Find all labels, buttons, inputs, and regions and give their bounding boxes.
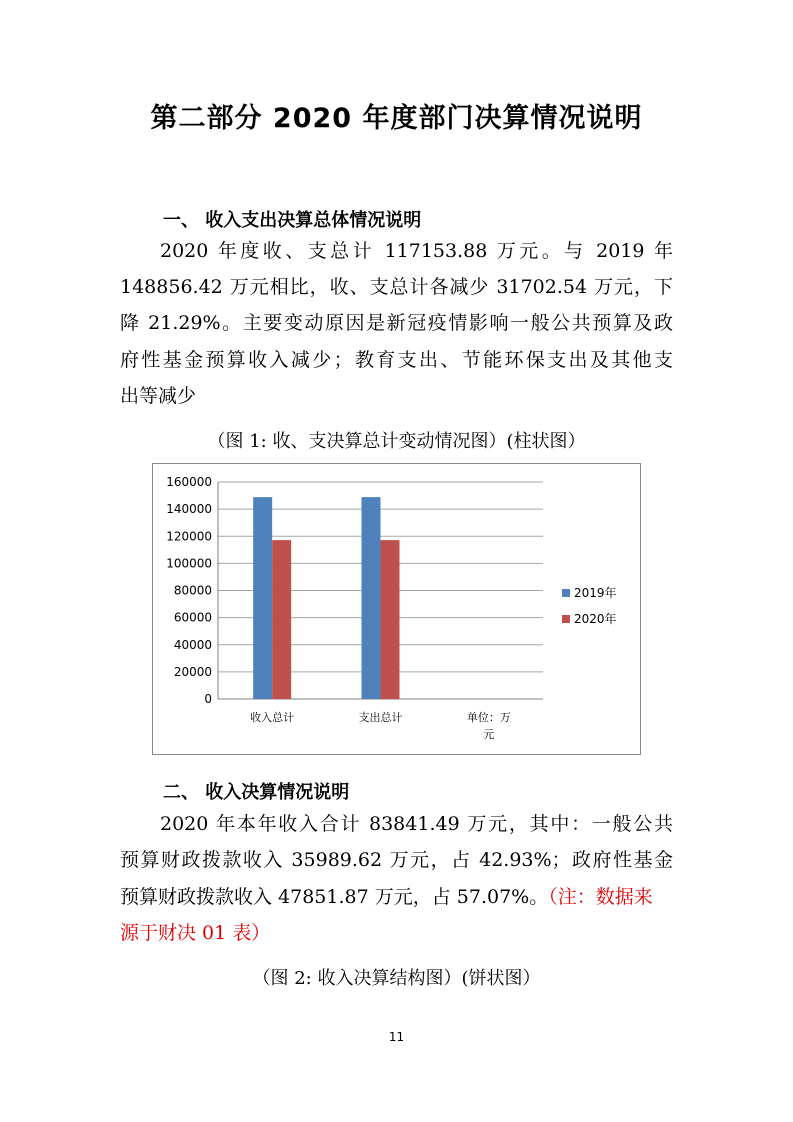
paragraph-line: 2020 年度收、支总计 117153.88 万元。与 2019 年 (160, 240, 673, 262)
x-tick-label: 支出总计 (358, 711, 403, 724)
y-tick-label: 60000 (173, 610, 212, 625)
paragraph-line: 出等减少 (120, 385, 197, 407)
paragraph-line: 府性基金预算收入减少；教育支出、节能环保支出及其他支 (120, 349, 673, 371)
note-text: （注：数据来 (548, 886, 653, 908)
legend-label: 2020年 (574, 612, 617, 626)
y-tick-label: 140000 (166, 502, 212, 517)
section-heading-1: 一、 收入支出决算总体情况说明 (163, 210, 422, 231)
y-tick-label: 120000 (166, 529, 212, 544)
y-tick-label: 80000 (173, 583, 212, 598)
figure-2-caption: （图 2: 收入决算结构图）(饼状图） (252, 968, 541, 989)
legend-label: 2019年 (574, 586, 617, 600)
y-tick-label: 0 (204, 692, 212, 706)
legend-swatch-2019年 (562, 589, 570, 597)
x-tick-label: 单位：万元 (466, 711, 511, 741)
paragraph-line: 2020 年本年收入合计 83841.49 万元，其中：一般公共 (160, 813, 673, 835)
page-title: 第二部分 2020 年度部门决算情况说明 (150, 103, 643, 134)
note-text: 源于财决 01 表） (120, 922, 271, 944)
legend-swatch-2020年 (562, 615, 570, 623)
figure-1-caption: （图 1: 收、支决算总计变动情况图）(柱状图） (207, 431, 586, 452)
y-tick-label: 40000 (173, 637, 212, 652)
bar-2020年-支出总计 (381, 540, 400, 699)
bar-chart (152, 463, 641, 755)
bar-2019年-支出总计 (362, 497, 381, 699)
page-number: 11 (388, 1030, 405, 1044)
paragraph-line: 预算财政拨款收入 35989.62 万元，占 42.93%；政府性基金 (120, 849, 673, 871)
section-heading-2: 二、 收入决算情况说明 (163, 782, 350, 803)
y-tick-label: 20000 (173, 664, 212, 679)
y-tick-label: 160000 (166, 475, 212, 489)
paragraph-line (120, 882, 673, 912)
paragraph-line: 148856.42 万元相比，收、支总计各减少 31702.54 万元，下 (120, 276, 673, 298)
bar-2019年-收入总计 (253, 497, 272, 699)
y-tick-label: 100000 (166, 556, 212, 571)
x-tick-label: 收入总计 (250, 711, 295, 724)
paragraph-text: 预算财政拨款收入 47851.87 万元，占 57.07%。 (120, 886, 549, 908)
paragraph-line: 降 21.29%。主要变动原因是新冠疫情影响一般公共预算及政 (120, 312, 673, 334)
bar-2020年-收入总计 (272, 540, 291, 699)
